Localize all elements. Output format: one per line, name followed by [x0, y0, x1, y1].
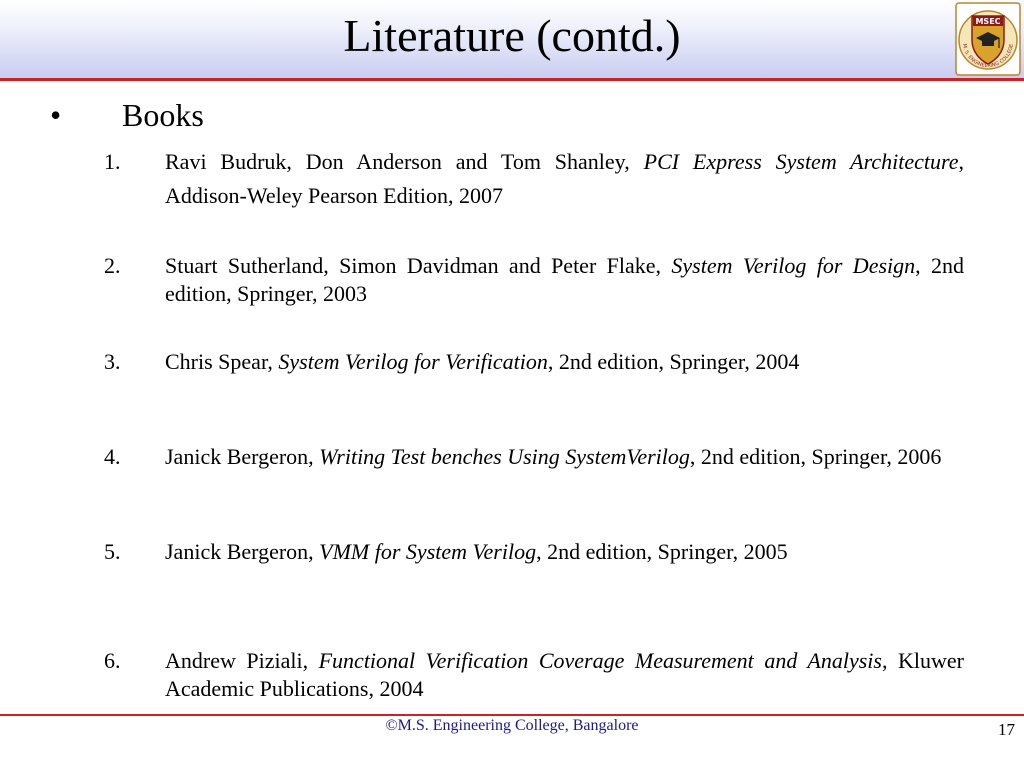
logo-ring-text: M. S. ENGINEERING COLLEGE [961, 43, 1015, 70]
slide-header [0, 0, 1024, 78]
reference-publisher: , 2nd edition, Springer, 2006 [689, 444, 942, 469]
reference-text [165, 252, 964, 308]
section-label: Books [122, 97, 204, 133]
college-seal-icon [955, 2, 1021, 76]
reference-authors: Chris Spear, [165, 349, 279, 374]
reference-text [165, 348, 964, 376]
reference-publisher: , 2nd edition, Springer, 2004 [547, 349, 800, 374]
reference-publisher: , 2nd edition, Springer, 2005 [536, 539, 788, 564]
reference-authors: Andrew Piziali, [165, 648, 319, 673]
logo-top-text: MSEC [975, 17, 1001, 26]
reference-title: VMM for System Verilog [319, 539, 537, 564]
header-divider [0, 78, 1024, 81]
reference-number: 2. [104, 253, 121, 278]
reference-publisher: , Kluwer Academic Publications, 2004 [165, 648, 964, 701]
reference-text [165, 443, 964, 471]
reference-title: Writing Test benches Using SystemVerilog [319, 444, 690, 469]
reference-title: PCI Express System Architecture [643, 149, 959, 174]
footer-copyright: ©M.S. Engineering College, Bangalore [385, 717, 639, 734]
college-logo [955, 2, 1021, 76]
page-number: 17 [998, 720, 1015, 739]
footer-divider [0, 714, 1024, 716]
bullet-icon: • [50, 97, 62, 133]
reference-title: Functional Verification Coverage Measurement and Analysis [318, 648, 882, 673]
reference-text [165, 145, 964, 213]
reference-number: 3. [104, 349, 121, 374]
reference-title: System Verilog for Verification [278, 349, 548, 374]
reference-text [165, 647, 964, 703]
slide-title: Literature (contd.) [343, 10, 681, 61]
reference-authors: Ravi Budruk, Don Anderson and Tom Shanley, [165, 149, 644, 174]
reference-authors: Janick Bergeron, [165, 444, 320, 469]
reference-number: 1. [104, 149, 121, 174]
reference-authors: Stuart Sutherland, Simon Davidman and Peter Flake, [165, 253, 672, 278]
reference-authors: Janick Bergeron, [165, 539, 320, 564]
reference-number: 5. [104, 539, 121, 564]
reference-text [165, 535, 964, 569]
reference-publisher: , 2nd edition, Springer, 2003 [165, 253, 965, 306]
reference-title: System Verilog for Design [671, 253, 916, 278]
reference-publisher: , Addison-Weley Pearson Edition, 2007 [165, 149, 964, 208]
reference-number: 4. [104, 444, 121, 469]
reference-number: 6. [104, 648, 121, 673]
